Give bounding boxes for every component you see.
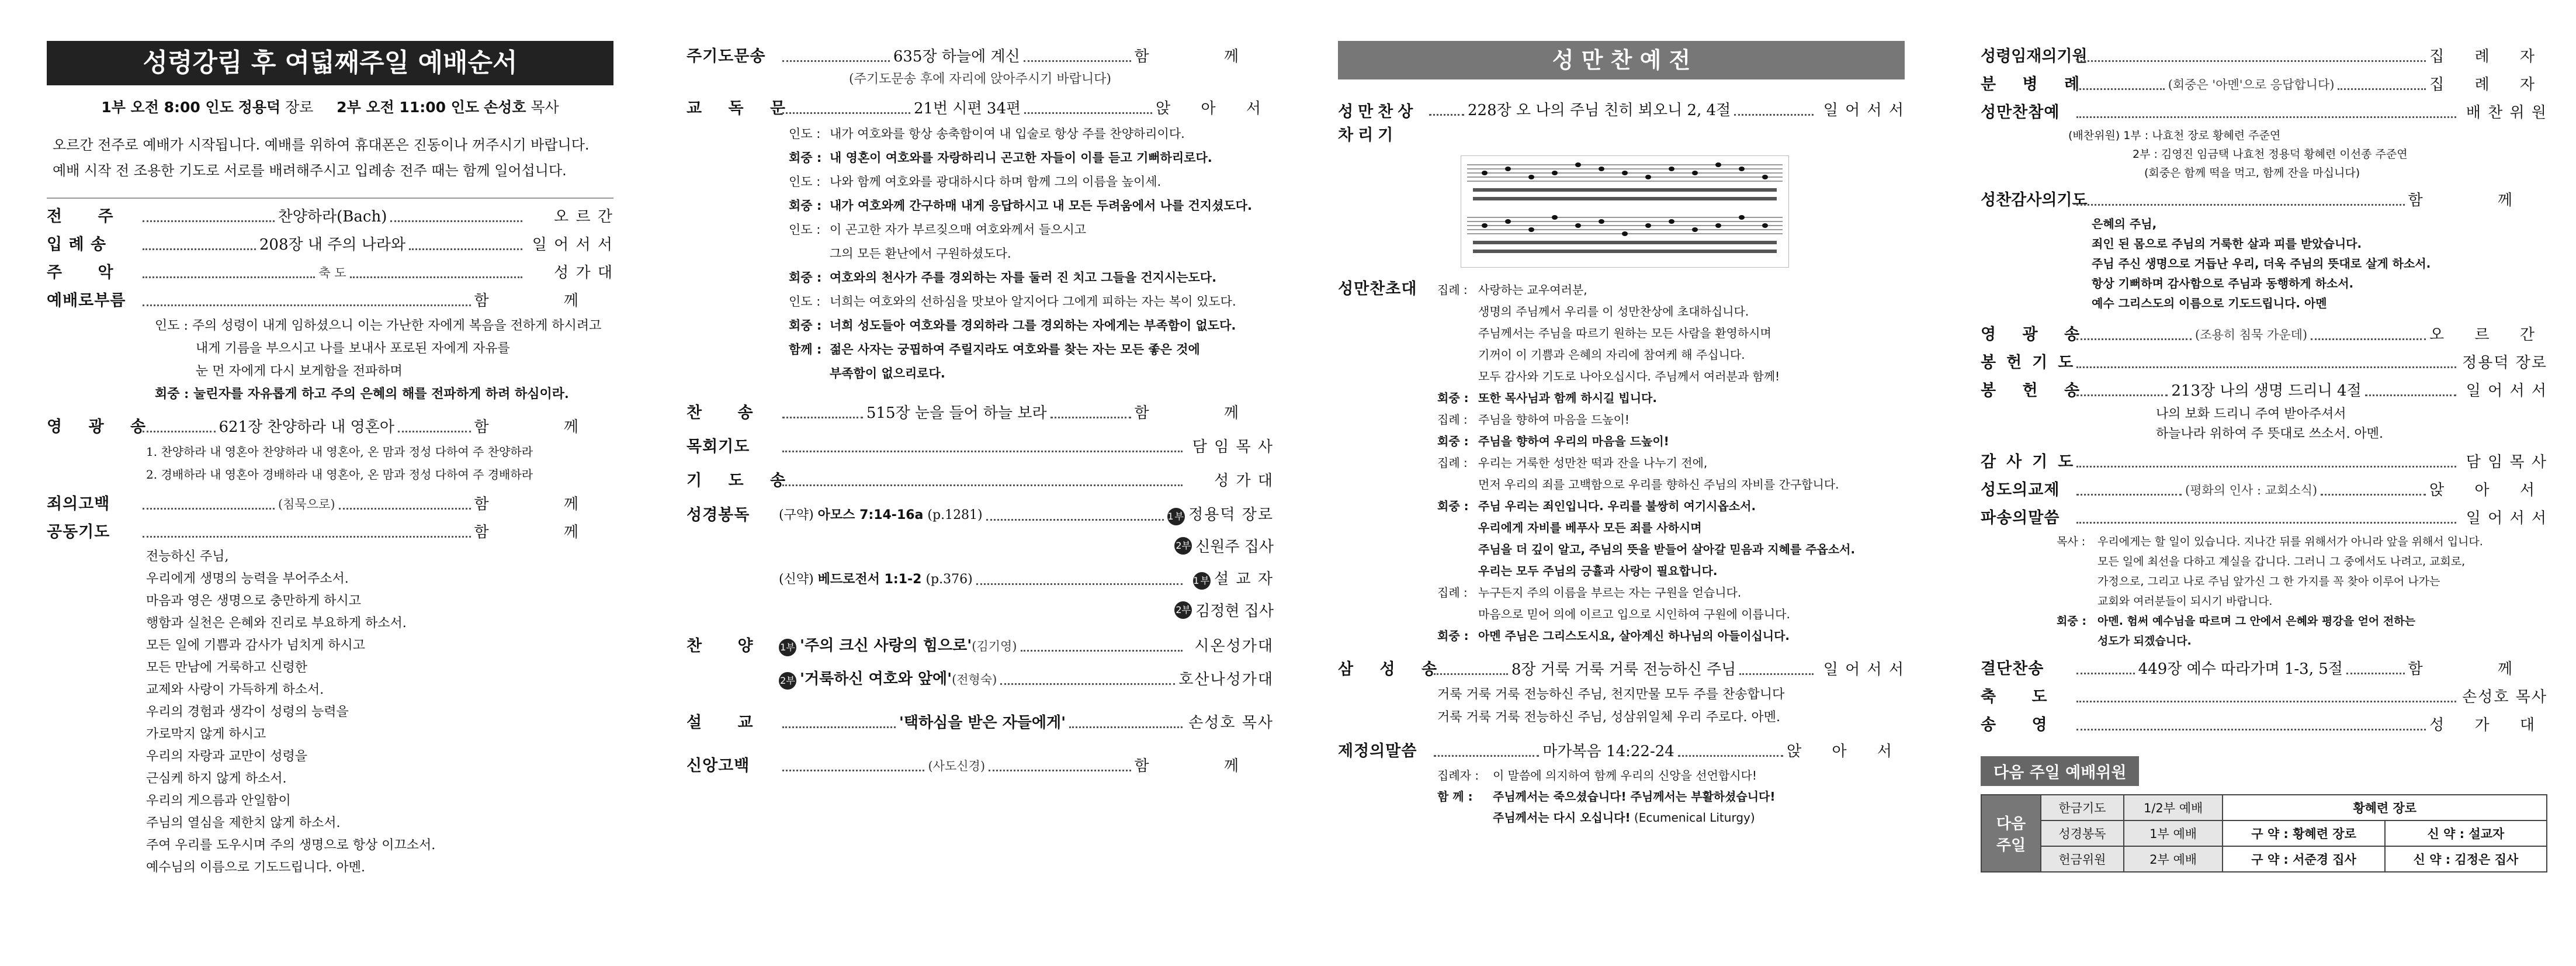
next-week-committee	[1981, 756, 2547, 872]
text-line: 집례자 : 이 말씀에 의지하여 함께 우리의 신앙을 선언합시다!	[1437, 768, 1757, 783]
item-leader: 일 어 서 서	[532, 236, 613, 254]
order-of-worship-column	[47, 0, 613, 966]
communion-column	[1338, 0, 1905, 966]
text-line: 우리는 모두 주님의 긍휼과 사랑이 필요합니다.	[1478, 564, 1718, 578]
item-content: 228장 오 나의 주님 친히 뵈오니 2, 4절	[1468, 102, 1731, 119]
text-line: 회중 : 내가 여호와께 간구하매 내게 응답하시고 내 모든 두려움에서 나를 건지셨도다.	[789, 199, 1252, 213]
next-week-title: 다음 주일 예배위원	[1981, 756, 2139, 786]
new-testament-passage: 베드로전서 1:1-2	[817, 572, 922, 587]
table-cell: 1부 예배	[2124, 820, 2223, 846]
item-label: 공동기도	[47, 523, 110, 541]
order-item-confession	[47, 494, 613, 514]
common-prayer-text	[47, 546, 613, 879]
text-line: 인도 : 주의 성령이 내게 임하셨으니 이는 가난한 자에게 복음을 전하게 하시려고	[155, 318, 602, 333]
item-content: 515장 눈을 들어 하늘 보라	[866, 404, 1047, 422]
order-item-closing-hymn	[1981, 659, 2547, 679]
text-line: 회중 : 여호와의 천사가 주를 경외하는 자를 둘러 진 치고 그들을 건지시는도다.	[789, 271, 1217, 285]
text-line: 회중 : 아멘 주님은 그리스도시요, 살아계신 하나님의 아들이십니다.	[1437, 629, 1790, 643]
order-item-thanks-prayer	[1981, 452, 2547, 472]
item-leader: 함 께	[474, 496, 613, 513]
service-badge: 2부	[1174, 537, 1192, 555]
call-to-worship-text	[47, 314, 613, 406]
choir-name: 호산나성가대	[1178, 671, 1274, 688]
order-item-lords-prayer	[687, 47, 1274, 67]
text-line: (배찬위원) 1부 : 나효천 장로 황혜련 주준연	[2068, 129, 2281, 142]
item-label: 찬 양	[687, 637, 768, 655]
item-leader: 정용덕 장로	[2462, 354, 2547, 372]
item-leader: 함 께	[2408, 660, 2547, 678]
reader-2: 2부 신원주 집사	[687, 535, 1274, 556]
item-leader: 담 임 목 사	[2466, 453, 2547, 471]
order-item-common-prayer	[47, 522, 613, 542]
item-leader: 일 어 서 서	[2466, 510, 2547, 527]
item-leader: 앉 아 서	[2429, 482, 2547, 499]
order-item-benediction	[1981, 687, 2547, 707]
order-item-call-to-worship	[47, 291, 613, 311]
liturgy-source: (Ecumenical Liturgy)	[1630, 811, 1755, 825]
text-line: 내게 기름을 부으시고 나를 보내사 포로된 자에게 자유를	[196, 341, 510, 356]
item-content: 찬양하라(Bach)	[278, 208, 387, 226]
item-label: 설 교	[687, 714, 768, 732]
item-label: 감사기도	[1981, 453, 2084, 471]
intro-line: 예배 시작 전 조용한 기도로 서로를 배려해주시고 입례송 전주 때는 함께 일어섭니다.	[53, 162, 567, 179]
item-leader: 집 례 자	[2429, 48, 2547, 65]
text-line: 나의 보화 드리니 주여 받아주셔서	[2156, 407, 2346, 421]
text-line: 항상 기뻐하며 감사함으로 주님과 동행하게 하소서.	[2092, 276, 2354, 290]
order-item-postlude	[1981, 715, 2547, 735]
item-label: 성찬감사의기도	[1981, 191, 2088, 209]
table-cell: 구 약 : 황혜련 장로	[2223, 820, 2384, 846]
text-line: 회중 : 주님을 향하여 우리의 마음을 드높이!	[1437, 434, 1669, 448]
item-label: 기 도 송	[687, 472, 796, 490]
text-line: 부족함이 없으리로다.	[830, 366, 945, 380]
text-line: 눈 먼 자에게 다시 보게함을 전파하며	[196, 364, 403, 379]
communion-column-2	[1981, 0, 2547, 966]
text-line: 근심케 하지 않게 하소서.	[146, 771, 287, 786]
text-line: 함 께 : 주님께서는 죽으셨습니다! 주님께서는 부활하셨습니다!	[1437, 790, 1776, 804]
order-item-new-testament	[687, 569, 1274, 590]
text-line: 함께 : 젊은 사자는 궁핍하여 주릴지라도 여호와를 찾는 자는 모든 좋은 것에	[789, 342, 1200, 356]
invitation-text	[1338, 279, 1905, 647]
communion-title: 성 만 찬 예 전	[1338, 41, 1905, 79]
item-leader: 일 어 서 서	[1823, 102, 1905, 119]
item-label: 봉 헌 송	[1981, 382, 2090, 400]
text-line: 주님 주신 생명으로 거듭난 우리, 더욱 주님의 뜻대로 살게 하소서.	[2092, 257, 2431, 271]
text-line: 교회와 여러분들이 되시기 바랍니다.	[2097, 595, 2273, 608]
anthem-title: '주의 크신 사랑의 힘으로'	[800, 637, 972, 655]
text-line: 회중 : 아멘. 험써 예수님을 따르며 그 안에서 은혜와 평강을 얻어 전하는	[2057, 615, 2415, 628]
text-line: 회중 : 내 영혼이 여호와를 자랑하리니 곤고한 자들이 이를 듣고 기뻐하리로다.	[789, 151, 1212, 165]
order-item-words-of-institution	[1338, 742, 1905, 761]
second-service-leader-role: 목사	[531, 99, 559, 116]
item-label: 신앙고백	[687, 757, 750, 775]
item-leader: 앉 아 서	[1787, 743, 1905, 760]
item-content: 21번 시편 34편	[913, 100, 1021, 117]
item-leader: 함 께	[2408, 192, 2547, 209]
second-service-time: 2부 오전 11:00 인도	[337, 99, 480, 116]
reader-1: 1부 정용덕 장로	[1167, 505, 1274, 525]
item-label: 전 주	[47, 207, 129, 226]
sending-text	[1981, 532, 2547, 651]
text-line: 집례 : 주님을 향하여 마음을 드높이!	[1437, 413, 1629, 427]
item-content: (사도신경)	[928, 759, 986, 773]
text-line: 은혜의 주님,	[2092, 217, 2157, 231]
order-item-thanksgiving-prayer	[1981, 191, 2547, 210]
first-service-leader-role: 장로	[285, 99, 314, 116]
item-content: 621장 찬양하라 내 영혼아	[219, 418, 394, 436]
testament-label: (신약)	[779, 572, 814, 587]
item-leader: 성 가 대	[554, 264, 613, 282]
item-label: 성도의교제	[1981, 481, 2060, 499]
hymn-score-image	[1461, 155, 1789, 268]
item-label: 영 광 송	[47, 418, 157, 436]
service-badge: 2부	[779, 672, 796, 690]
table-row	[1981, 795, 2547, 820]
table-cell: 황혜련 장로	[2223, 795, 2547, 820]
communion-servers	[1981, 126, 2547, 182]
order-item-communion	[1981, 103, 2547, 123]
responsive-reading-text	[687, 122, 1274, 386]
sanctus-text	[1338, 683, 1905, 729]
text-line: 기꺼이 이 기쁨과 은혜의 자리에 참여케 해 주십니다.	[1478, 348, 1745, 362]
text-line: 인도 : 내가 여호와를 항상 송축함이여 내 입술로 항상 주를 찬양하리이다.	[789, 127, 1185, 141]
table-cell: 성경봉독	[2041, 820, 2124, 846]
item-label: 성만찬참예	[1981, 103, 2060, 122]
sheet-music-icon	[1461, 156, 1788, 267]
item-content: (조용히 침묵 가운데)	[2195, 328, 2308, 342]
item-leader: 담 임 목 사	[1192, 438, 1274, 456]
text-line: 2부 : 김영진 임금택 나효천 정용덕 황혜련 이선종 주준연	[2133, 148, 2408, 161]
order-item-hymn	[687, 403, 1274, 423]
text-line: 우리에게 자비를 베푸사 모든 죄를 사하시며	[1478, 521, 1702, 535]
item-leader: 손성호 목사	[2462, 688, 2547, 706]
institution-text	[1338, 765, 1905, 828]
table-row	[1981, 846, 2547, 872]
reader-3: 1부 설 교 자	[1186, 569, 1274, 590]
order-item-sermon	[687, 713, 1274, 733]
text-line: 예수님의 이름으로 기도드립니다. 아멘.	[146, 860, 365, 875]
text-line: 가로막지 않게 하시고	[146, 727, 266, 742]
text-line: 예수 그리스도의 이름으로 기도드립니다. 아멘	[2092, 296, 2327, 310]
item-label: 파송의말씀	[1981, 509, 2060, 527]
item-content: (침묵으로)	[278, 497, 335, 511]
text-line: 회중 : 주님 우리는 죄인입니다. 우리를 불쌍히 여기시옵소서.	[1437, 499, 1756, 513]
table-cell: 구 약 : 서준경 집사	[2223, 846, 2384, 872]
text-line: 우리의 자랑과 교만이 성령을	[146, 749, 308, 764]
item-leader: 함 께	[474, 418, 613, 436]
text-line: 그의 모든 환난에서 구원하셨도다.	[830, 247, 1011, 261]
table-cell: 1/2부 예배	[2124, 795, 2223, 820]
intro-notice	[47, 132, 613, 183]
text-line: 가정으로, 그리고 나로 주님 앞가신 그 한 가지를 꼭 찾아 이루어 나가는	[2097, 575, 2440, 588]
text-line: 우리의 게으름과 안일함이	[146, 794, 291, 808]
testament-label: (구약)	[779, 508, 814, 522]
text-line: 목사 : 우리에게는 할 일이 있습니다. 지나간 뒤를 위해서가 아니라 앞을 위해서 입니다.	[2057, 535, 2483, 548]
item-label: 성경봉독	[687, 506, 750, 524]
text-line: 마음과 영은 생명으로 충만하게 하시고	[146, 594, 362, 608]
reader-4: 2부 김정현 집사	[687, 599, 1274, 621]
item-content: (평화의 인사 : 교회소식)	[2185, 483, 2318, 497]
item-leader: 앉 아 서	[1156, 100, 1274, 117]
text-line: 인도 : 나와 함께 여호와를 광대하시다 하며 함께 그의 이름을 높이세.	[789, 175, 1162, 189]
order-item-anthem-2	[687, 669, 1274, 690]
text-line: (회중은 함께 떡을 먹고, 함께 잔을 마십니다)	[2144, 167, 2360, 179]
text-line: 우리의 경험과 생각이 성령의 능력을	[146, 705, 349, 719]
item-label: 입 례 송	[47, 236, 107, 254]
text-line: 집례 : 우리는 거룩한 성만찬 떡과 잔을 나누기 전에,	[1437, 456, 1708, 470]
item-label: 삼 성 송	[1338, 660, 1448, 678]
order-item-fellowship	[1981, 480, 2547, 500]
item-label: 분 병 례	[1981, 75, 2090, 94]
order-item-prayer-response	[687, 471, 1274, 491]
item-label: 성령임재의기원	[1981, 47, 2088, 65]
text-line: 집례 : 누구든지 주의 이름을 부르는 자는 구원을 얻습니다.	[1437, 586, 1742, 600]
item-content: 축 도	[318, 266, 346, 280]
service-times	[47, 96, 613, 117]
text-line: 인도 : 너희는 여호와의 선하심을 맛보아 알지어다 그에게 피하는 자는 복이 있도다.	[789, 295, 1236, 309]
order-item-table-preparation	[1338, 101, 1905, 147]
table-row	[1981, 820, 2547, 846]
item-leader: 성 가 대	[2429, 716, 2547, 734]
text-line: 전능하신 주님,	[146, 549, 229, 564]
item-label: 봉헌기도	[1981, 354, 2084, 372]
item-leader: 함 께	[474, 292, 613, 310]
text-line: 거룩 거룩 거룩 전능하신 주님, 성삼위일체 우리 주로다. 아멘.	[1437, 710, 1780, 725]
text-line: 행함과 실천은 은혜와 진리로 부요하게 하소서.	[146, 616, 407, 631]
item-leader: 집 례 자	[2429, 76, 2547, 94]
item-leader: 일 어 서 서	[2466, 382, 2547, 400]
item-label: 주기도문송	[687, 47, 766, 65]
text-line: 모든 만남에 거룩하고 신령한	[146, 660, 308, 675]
item-content: 8장 거룩 거룩 거룩 전능하신 주님	[1511, 661, 1736, 678]
item-leader: 함 께	[474, 524, 613, 541]
service-badge: 1부	[1193, 572, 1211, 590]
item-label: 성만찬상 차리기	[1338, 103, 1418, 144]
item-label: 예배로부름	[47, 292, 126, 310]
text-line: 생명의 주님께서 우리를 이 성만찬상에 초대하십니다.	[1478, 304, 1749, 318]
text-line: 주님을 더 깊이 알고, 주님의 뜻을 받들어 살아갈 믿음과 지혜를 주옵소서.	[1478, 542, 1856, 556]
text-line: 먼저 우리의 죄를 고백함으로 우리를 향하신 주님의 자비를 간구합니다.	[1478, 477, 1839, 491]
order-item-anthem	[687, 636, 1274, 656]
table-cell: 헌금위원	[2041, 846, 2124, 872]
item-label: 축 도	[1981, 688, 2062, 706]
order-item-gloria-2	[1981, 325, 2547, 345]
text-line: 모든 일에 최선을 다하고 계실을 갑니다. 그러니 그 중에서도 나려고, 교회로,	[2097, 555, 2466, 568]
order-item-epiclesis	[1981, 47, 2547, 67]
first-service-leader: 정용덕	[238, 99, 281, 116]
item-label: 목회기도	[687, 438, 750, 456]
composer: (전형숙)	[952, 673, 997, 687]
item-leader: 일 어 서 서	[1823, 661, 1905, 678]
item-leader: 성 가 대	[1214, 472, 1274, 490]
order-item-offering-prayer	[1981, 353, 2547, 373]
item-label: 성만찬초대	[1338, 280, 1417, 298]
item-label: 송 영	[1981, 716, 2062, 734]
item-content: 마가복음 14:22-24	[1542, 743, 1674, 760]
item-label: 영 광 송	[1981, 326, 2090, 344]
item-leader: 함 께	[1134, 757, 1274, 775]
service-badge: 1부	[779, 639, 796, 656]
text-line: 회중 : 너희 성도들아 여호와를 경외하라 그를 경외하는 자에게는 부족함이 없도다.	[789, 318, 1236, 333]
order-item-entrance-hymn	[47, 235, 613, 255]
order-item-breaking-bread	[1981, 75, 2547, 95]
item-leader: 손성호 목사	[1188, 714, 1274, 732]
text-line: 하늘나라 위하여 주 뜻대로 쓰소서. 아멘.	[2156, 427, 2383, 441]
item-leader: 함 께	[1134, 48, 1274, 65]
text-line: 주님께서는 다시 오십니다! (Ecumenical Liturgy)	[1493, 811, 1755, 825]
order-item-scripture-reading	[687, 505, 1274, 525]
item-leader: 오 르 간	[2429, 326, 2547, 344]
text-line: 회중 : 또한 목사님과 함께 하시길 빕니다.	[1437, 391, 1657, 405]
order-item-sanctus	[1338, 660, 1905, 680]
text-line: 인도 : 이 곤고한 자가 부르짖으매 여호와께서 들으시고	[789, 223, 1087, 237]
service-badge: 2부	[1174, 601, 1192, 619]
sermon-title: '택하심을 받은 자들에게'	[899, 714, 1066, 732]
item-label: 죄의고백	[47, 495, 110, 513]
table-cell: 신 약 : 설교자	[2385, 820, 2547, 846]
next-week-header: 다음 주일	[1981, 795, 2041, 872]
first-service-time: 1부 오전 8:00 인도	[101, 99, 234, 116]
text-line: 2. 경배하라 내 영혼아 경배하라 내 영혼아, 온 맘과 정성 다하여 주 경배하라	[146, 468, 533, 482]
text-line: 교제와 사랑이 가득하게 하소서.	[146, 683, 324, 697]
order-item-prelude	[47, 207, 613, 227]
composer: (김기영)	[972, 639, 1017, 653]
page-title: 성령강림 후 여덟째주일 예배순서	[47, 41, 613, 85]
item-content: 635장 하늘에 계신	[893, 48, 1020, 65]
table-cell: 한금기도	[2041, 795, 2124, 820]
gloria-text	[47, 441, 613, 486]
text-line: 우리에게 생명의 능력을 부어주소서.	[146, 572, 349, 586]
item-leader: 배 찬 위 원	[2466, 104, 2547, 122]
table-cell: 신 약 : 김정은 집사	[2385, 846, 2547, 872]
order-item-music	[47, 263, 613, 283]
item-content: 213장 나의 생명 드리니 4절	[2171, 382, 2362, 400]
service-badge: 1부	[1167, 508, 1185, 525]
item-content: (회중은 '아멘'으로 응답합니다)	[2168, 78, 2335, 92]
item-label: 찬 송	[687, 404, 768, 422]
table-cell: 2부 예배	[2124, 846, 2223, 872]
item-content: 449장 예수 따라가며 1-3, 5절	[2138, 660, 2343, 678]
text-line: 죄인 된 몸으로 주님의 거룩한 살과 피를 받았습니다.	[2092, 237, 2362, 251]
intro-line: 오르간 전주로 예배가 시작됩니다. 예배를 위하여 휴대폰은 진동이나 꺼주시기 바랍니다.	[53, 137, 590, 153]
text-line: 모두 감사와 기도로 나아오십시다. 주님께서 여러분과 함께!	[1478, 369, 1780, 383]
order-of-worship-column-2	[687, 0, 1274, 966]
second-service-leader: 손성호	[483, 99, 526, 116]
text-line: 성도가 되겠습니다.	[2097, 635, 2192, 648]
order-item-gloria	[47, 417, 613, 437]
item-label: 주 악	[47, 264, 129, 282]
offertory-text	[1981, 404, 2547, 444]
anthem-title: '거룩하신 여호와 앞에'	[800, 670, 952, 688]
order-item-responsive-reading	[687, 99, 1274, 119]
text-line: 마음으로 믿어 의에 이르고 입으로 시인하여 구원에 이릅니다.	[1478, 607, 1790, 621]
text-line: 1. 찬양하라 내 영혼아 찬양하라 내 영혼아, 온 맘과 정성 다하여 주 찬양하라	[146, 445, 533, 459]
text-line: 거룩 거룩 거룩 전능하신 주님, 천지만물 모두 주를 찬송합니다	[1437, 687, 1785, 702]
item-leader: 함 께	[1134, 404, 1274, 422]
item-label: 결단찬송	[1981, 660, 2044, 678]
old-testament-passage: 아모스 7:14-16a	[817, 508, 924, 522]
order-item-pastoral-prayer	[687, 437, 1274, 457]
order-item-offertory	[1981, 381, 2547, 401]
order-item-creed	[687, 756, 1274, 776]
text-line: 주님의 열심을 제한치 않게 하소서.	[146, 816, 341, 830]
text-line: 회중 : 눌린자를 자유롭게 하고 주의 은혜의 해를 전파하게 하려 하심이라.	[155, 386, 569, 401]
item-label: 제정의말씀	[1338, 742, 1417, 760]
page-ref: (p.376)	[925, 572, 973, 587]
divider	[47, 198, 613, 199]
item-leader: 오 르 간	[554, 208, 613, 226]
text-line: 주여 우리를 도우시며 주의 생명으로 항상 이끄소서.	[146, 838, 436, 853]
lords-prayer-note: (주기도문송 후에 자리에 앉아주시기 바랍니다)	[849, 72, 1111, 86]
text-line: 모든 일에 기쁨과 감사가 넘치게 하시고	[146, 638, 365, 653]
page-ref: (p.1281)	[927, 508, 983, 522]
item-content: 208장 내 주의 나라와	[259, 236, 406, 254]
order-item-sending	[1981, 508, 2547, 528]
next-week-table	[1981, 794, 2547, 872]
text-line: 주님께서는 주님을 따르기 원하는 모든 사람을 환영하시며	[1478, 326, 1771, 340]
choir-name: 시온성가대	[1194, 638, 1274, 655]
thanksgiving-text	[1981, 214, 2547, 313]
item-label: 교 독 문	[687, 99, 796, 117]
text-line: 집례 : 사랑하는 교우여러분,	[1437, 283, 1587, 297]
